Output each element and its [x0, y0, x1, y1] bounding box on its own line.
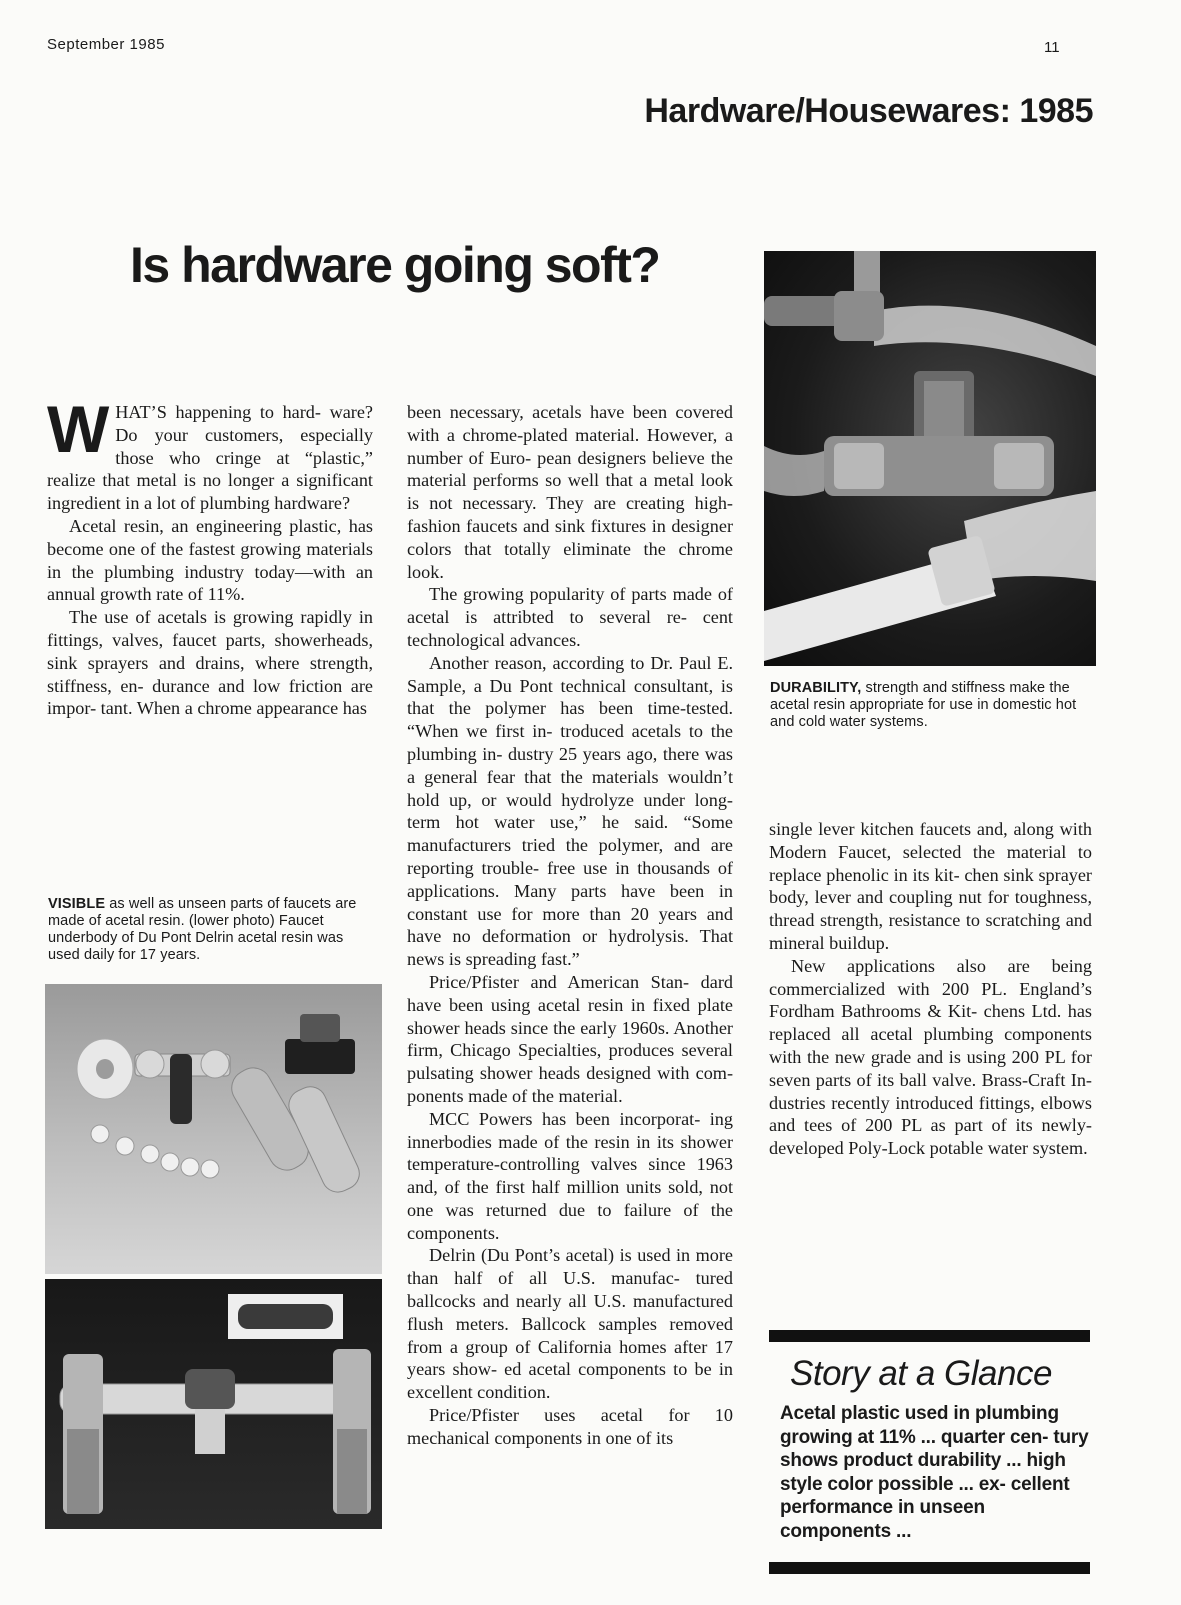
paragraph [47, 392, 373, 515]
faucet-underbody-illustration [45, 1279, 382, 1529]
article-column-3 [769, 818, 1092, 1160]
sidebar-body: Acetal plastic used in plumbing growing at 11% ... quarter cen- tury shows product durability ... high style color possible ... ex- cellent performance in unseen components ... [780, 1403, 1089, 1542]
page-number: 11 [1044, 39, 1060, 56]
faucet-parts-photo [45, 984, 382, 1274]
caption-text: strength and stiffness make the acetal resin appropriate for use in domestic hot and cold water systems. [770, 680, 1077, 730]
photo-caption-visible [48, 896, 373, 964]
paragraph: Price/Pfister uses acetal for 10 mechanical components in one of its [407, 1405, 733, 1448]
sidebar-top-rule [769, 1330, 1090, 1342]
paragraph: Price/Pfister and American Stan- dard have been using acetal resin in fixed plate shower heads since the early 1960s. Another firm, Chicago Specialties, produces several pulsating shower heads designed with com- ponents made of the material. [407, 971, 733, 1106]
caption-lead: VISIBLE [48, 896, 106, 912]
paragraph: New applications also are being commercialized with 200 PL. England’s Fordham Bathrooms & Kit- chens Ltd. has replaced all acetal plumbing components with the new grade and is using 200 PL for seven parts of its ball valve. Brass-Craft In- dustries recently introduced fittings, elbows and tees of 200 PL as part of its newly-developed Poly-Lock potable water system. [769, 955, 1092, 1159]
paragraph: MCC Powers has been incorporat- ing innerbodies made of the resin in its shower temperature-controlling valves since 1963 and, of the first half million units sold, not one was returned due to failure of the components. [407, 1108, 733, 1243]
fittings-illustration [764, 251, 1096, 666]
sidebar-title: Story at a Glance [790, 1354, 1052, 1393]
caption-lead: DURABILITY, [770, 680, 862, 696]
paragraph: been necessary, acetals have been covered with a chrome-plated material. However, a number of Euro- pean designers believe the material performs so well that a metal look is not necessary. They are creating high- fashion faucets and sink fixtures in designer colors that totally eliminate the chrome look. [407, 402, 733, 582]
paragraph: Acetal resin, an engineering plastic, has become one of the fastest growing materials in the plumbing industry today—with an annual growth rate of 11%. [47, 515, 373, 605]
issue-date: September 1985 [47, 36, 165, 53]
paragraph: single lever kitchen faucets and, along with Modern Faucet, selected the material to replace phenolic in its kit- chen sink sprayer body, lever and coupling nut for toughness, thread strength, resistance to scratching and mineral buildup. [769, 819, 1092, 953]
paragraph: Delrin (Du Pont’s acetal) is used in more than half of all U.S. manufac- tured ballcocks and nearly all U.S. manufactured flush meters. Ballcock samples removed from a group of California homes after 17 years show- ed acetal components to be in excellent condition. [407, 1245, 733, 1403]
sidebar-bottom-rule [769, 1562, 1090, 1574]
paragraph-text: HAT’S happening to hard- ware? Do your customers, especially those who cringe at “plastic,” realize that metal is no longer a significant ingredient in a lot of plumbing hardware? [47, 402, 373, 514]
article-headline: Is hardware going soft? [130, 237, 660, 293]
article-column-2 [407, 401, 733, 1450]
photo-caption-durability [770, 680, 1095, 731]
faucet-underbody-photo [45, 1279, 382, 1529]
article-column-1 [47, 392, 373, 720]
drop-cap: W [47, 392, 110, 466]
paragraph: The growing popularity of parts made of acetal is attribted to several re- cent technological advances. [407, 584, 733, 650]
section-title: Hardware/Housewares: 1985 [644, 92, 1093, 130]
paragraph: Another reason, according to Dr. Paul E. Sample, a Du Pont technical consultant, is that the polymer has been time-tested. “When we first in- troduced acetals to the plumbing in- dustry 25 years ago, there was a general fear that the materials wouldn’t hold up, or would hydrolyze under long-term hot water use,” he said. “Some manufacturers tried the polymer, and are reporting trouble- free use in thousands of applications. Many parts have been in constant use for more than 20 years and have no deformation or hydrolysis. That news is spreading fast.” [407, 652, 733, 970]
fittings-photo [764, 251, 1096, 666]
faucet-parts-illustration [45, 984, 382, 1274]
paragraph: The use of acetals is growing rapidly in fittings, valves, faucet parts, showerheads, sink sprayers and drains, where strength, stiffness, en- durance and low friction are impor- tant. When a chrome appearance has [47, 607, 373, 719]
caption-text: as well as unseen parts of faucets are made of acetal resin. (lower photo) Faucet underbody of Du Pont Delrin acetal resin was used daily for 17 years. [48, 896, 357, 963]
